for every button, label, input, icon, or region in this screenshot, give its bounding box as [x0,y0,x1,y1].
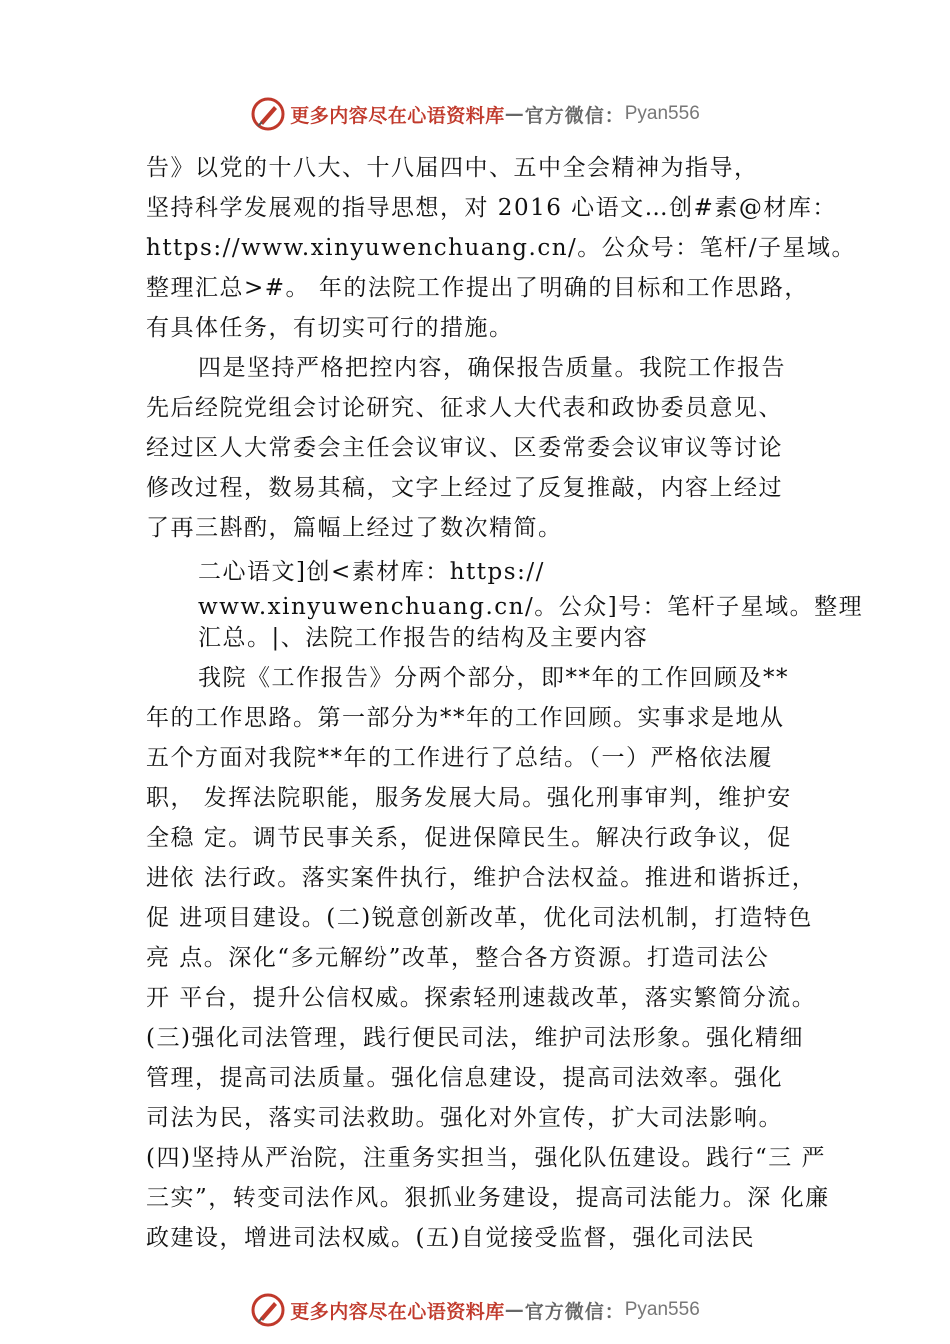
text-line: 开 平台，提升公信权威。探索轻刑速裁改革，落实繁简分流。 [146,985,817,1011]
banner-dash: — [504,1299,525,1321]
section-heading-line: 汇总。|、法院工作报告的结构及主要内容 [198,625,649,651]
text-line: 促 进项目建设。(二)锐意创新改革，优化司法机制，打造特色 [146,905,813,931]
header-banner [0,94,950,134]
text-line: 年的工作思路。第一部分为**年的工作回顾。实事求是地从 [146,705,785,731]
footer-banner [0,1290,950,1330]
text-line: 整理汇总>#。 年的法院工作提出了明确的目标和工作思路， [146,275,809,301]
text-line: https://www.xinyuwenchuang.cn/。公众号：笔杆/子星域。 [146,235,857,261]
banner-title: 更多内容尽在心语资料库 [290,104,505,127]
text-line: 司法为民，落实司法救助。强化对外宣传，扩大司法影响。 [146,1105,783,1131]
text-line: 五个方面对我院**年的工作进行了总结。（一）严格依法履 [146,745,773,771]
text-line: 进依 法行政。落实案件执行，维护合法权益。推进和谐拆迁， [146,865,817,891]
text-line: (三)强化司法管理，践行便民司法，维护司法形象。强化精细 [146,1025,804,1051]
text-line: 全稳 定。调节民事关系，促进保障民生。解决行政争议，促 [146,825,792,851]
text-line: 政建设，增进司法权威。(五)自觉接受监督，强化司法民 [146,1225,755,1251]
text-line: (四)坚持从严治院，注重务实担当，强化队伍建设。践行“三 严 [146,1145,827,1171]
text-line: 告》以党的十八大、十八届四中、五中全会精神为指导， [146,155,759,181]
banner-title: 更多内容尽在心语资料库 [290,1300,505,1323]
banner-wechat-id: Pyan556 [624,103,700,124]
banner-wechat-id: Pyan556 [624,1299,700,1320]
text-line: 先后经院党组会讨论研究、征求人大代表和政协委员意见、 [146,395,783,421]
text-line: 有具体任务，有切实可行的措施。 [146,315,514,341]
text-line: 三实”，转变司法作风。狠抓业务建设，提高司法能力。深 化廉 [146,1185,830,1211]
document-body [146,148,864,1258]
banner-wechat-label: 官方微信： [524,1300,625,1323]
text-line: 管理，提高司法质量。强化信息建设，提高司法效率。强化 [146,1065,783,1091]
text-line: 亮 点。深化“多元解纷”改革，整合各方资源。打造司法公 [146,945,770,971]
section-heading-line: 二心语文]创<素材库：https:// [198,559,545,585]
text-line: 职， 发挥法院职能，服务发展大局。强化刑事审判，维护安 [146,785,792,811]
text-line: 了再三斟酌，篇幅上经过了数次精简。 [146,515,563,541]
banner-dash: — [504,103,525,125]
banner-wechat-label: 官方微信： [524,104,625,127]
text-line: 经过区人大常委会主任会议审议、区委常委会议审议等讨论 [146,435,783,461]
text-line: 我院《工作报告》分两个部分，即**年的工作回顾及** [198,665,789,691]
logo-icon [250,96,286,132]
text-line: 四是坚持严格把控内容，确保报告质量。我院工作报告 [198,355,786,381]
logo-icon [250,1292,286,1328]
section-heading-line: www.xinyuwenchuang.cn/。公众]号：笔杆子星域。整理 [198,594,864,620]
text-line: 坚持科学发展观的指导思想，对 2016 心语文…创#素@材库： [146,195,837,221]
text-line: 修改过程，数易其稿，文字上经过了反复推敲，内容上经过 [146,475,783,501]
